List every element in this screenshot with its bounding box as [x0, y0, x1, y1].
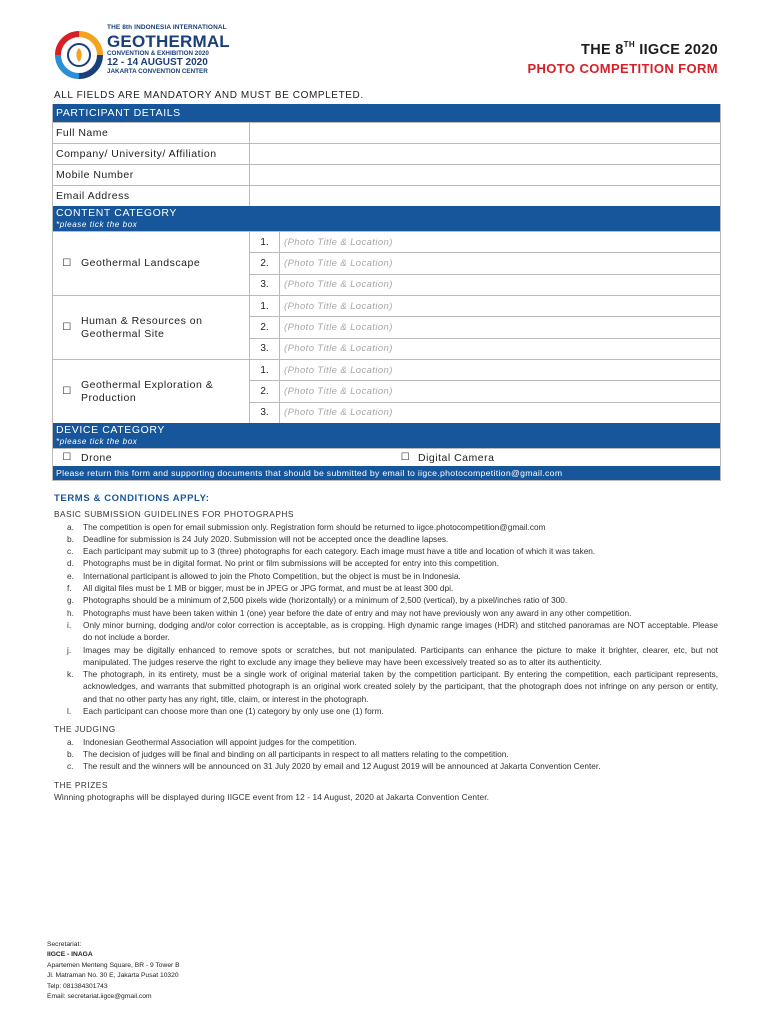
list-item-marker: j. [67, 644, 72, 655]
judging-list [54, 736, 718, 773]
logo-line2: GEOTHERMAL [107, 31, 230, 51]
checkbox-drone[interactable]: ☐ [62, 452, 72, 463]
drone-label: Drone [81, 451, 113, 464]
list-item-text: Photographs must be in digital format. No print or film submissions will be accepted for entry into this competition. [83, 558, 499, 569]
mobile-input[interactable] [250, 165, 720, 185]
category-label: Geothermal Landscape [81, 257, 201, 269]
list-item [54, 594, 718, 606]
list-item-text: International participant is allowed to join the Photo Competition, but the object is must be in Indonesia. [83, 570, 461, 581]
list-item [54, 521, 718, 533]
mandatory-note: ALL FIELDS ARE MANDATORY AND MUST BE COMPLETED. [54, 90, 364, 101]
secretariat-label: Secretariat: [47, 941, 82, 948]
photo-title-input[interactable]: (Photo Title & Location) [284, 343, 393, 355]
list-item-marker: a. [67, 521, 74, 532]
email-row [53, 185, 720, 206]
list-item-text: The photograph, in its entirety, must be a single work of original material taken by the competition participant. By entering the competition, each participant represents, acknowledges, and warrants that submitted photograph is an original work created solely by the participant, that the photograph does not infringe on any person or entity, and that no other party has any right, title, claim, or interest in the photograph. [83, 669, 718, 704]
content-category-heading [53, 206, 720, 231]
list-item-marker: c. [67, 761, 74, 772]
list-item-marker: f. [67, 583, 72, 594]
return-note: Please return this form and supporting documents that should be submitted by email to iigce.photocompetition@gmail.com [53, 466, 720, 480]
terms-heading: TERMS & CONDITIONS APPLY: [54, 493, 210, 504]
full-name-input[interactable] [250, 123, 720, 143]
list-item [54, 748, 718, 760]
list-item [54, 557, 718, 569]
list-item [54, 705, 718, 717]
participant-details-heading: PARTICIPANT DETAILS [53, 104, 720, 122]
photo-title-input[interactable]: (Photo Title & Location) [284, 407, 393, 419]
list-item-text: The result and the winners will be announced on 31 July 2020 by email and 12 August 2019 will be announced at Jakarta Convention Center. [83, 761, 601, 772]
list-item-marker: e. [67, 570, 74, 581]
photo-entry: 1. (Photo Title & Location) [250, 296, 720, 316]
list-item-text: Deadline for submission is 24 July 2020. Submission will not be accepted once the deadline lapses. [83, 533, 449, 544]
device-category-heading [53, 423, 720, 448]
secretariat-block [47, 940, 180, 1002]
photo-title-input[interactable]: (Photo Title & Location) [284, 321, 393, 333]
photo-entry: 2. (Photo Title & Location) [250, 380, 720, 401]
list-item-marker: c. [67, 546, 74, 557]
logo-line4: 12 - 14 AUGUST 2020 [107, 56, 208, 68]
device-options-row [53, 448, 720, 466]
checkbox-exploration[interactable]: ☐ [62, 386, 72, 397]
list-item [54, 607, 718, 619]
photo-entry: 3. (Photo Title & Location) [250, 402, 720, 423]
photo-entry: 3. (Photo Title & Location) [250, 338, 720, 359]
list-item-text: Indonesian Geothermal Association will appoint judges for the competition. [83, 736, 357, 747]
list-item-text: The decision of judges will be final and binding on all participants in respect to all matters relating to the competition. [83, 748, 509, 759]
list-item-marker: b. [67, 748, 74, 759]
basic-guidelines-list [54, 521, 718, 718]
photo-title-input[interactable]: (Photo Title & Location) [284, 385, 393, 397]
prizes-heading: THE PRIZES [54, 779, 108, 790]
content-category-note: *please tick the box [56, 220, 138, 229]
registration-form [52, 104, 721, 481]
photo-title-input[interactable]: (Photo Title & Location) [284, 300, 393, 312]
content-category-title: CONTENT CATEGORY [56, 207, 178, 219]
list-item-marker: l. [67, 706, 72, 717]
checkbox-human-resources[interactable]: ☐ [62, 322, 72, 333]
list-item [54, 619, 718, 644]
secretariat-phone: Telp: 081384301743 [47, 982, 108, 990]
geothermal-logo-icon [54, 30, 104, 80]
list-item [54, 533, 718, 545]
terms-section [54, 493, 718, 803]
list-item-marker: b. [67, 533, 74, 544]
page-subtitle: PHOTO COMPETITION FORM [527, 61, 718, 76]
list-item-text: The competition is open for email submission only. Registration form should be returned to iigce.photocompetition@gmail.com [83, 521, 546, 532]
list-item-marker: i. [67, 619, 72, 630]
field-label: Company/ University/ Affiliation [53, 144, 250, 164]
list-item-text: All digital files must be 1 MB or bigger, must be in JPEG or JPG format, and must be at least 300 dpi. [83, 583, 454, 594]
field-label: Full Name [53, 123, 250, 143]
category-geothermal-landscape [53, 231, 720, 295]
full-name-row [53, 122, 720, 143]
category-human-resources [53, 295, 720, 359]
list-item [54, 582, 718, 594]
digital-camera-label: Digital Camera [418, 451, 495, 464]
affiliation-row [53, 143, 720, 164]
checkbox-digital-camera[interactable]: ☐ [400, 452, 411, 463]
secretariat-address-2: Jl. Matraman No. 30 E, Jakarta Pusat 10320 [47, 972, 179, 980]
list-item [54, 668, 718, 705]
photo-entry: 2. (Photo Title & Location) [250, 252, 720, 273]
photo-entry: 1. (Photo Title & Location) [250, 232, 720, 252]
logo-line1: THE 8th INDONESIA INTERNATIONAL [107, 24, 227, 31]
photo-title-input[interactable]: (Photo Title & Location) [284, 257, 393, 269]
list-item-text: Only minor burning, dodging and/or color correction is acceptable, as is cropping. High dynamic range images (HDR) and stitched panoramas are NOT acceptable. Please do not include a border. [83, 619, 718, 643]
list-item-marker: d. [67, 558, 74, 569]
list-item [54, 570, 718, 582]
email-input[interactable] [250, 186, 720, 206]
list-item-text: Each participant can choose more than one (1) category by only use one (1) form. [83, 706, 384, 717]
photo-entry: 1. (Photo Title & Location) [250, 360, 720, 380]
field-label: Mobile Number [53, 165, 250, 185]
list-item [54, 644, 718, 669]
list-item-marker: k. [67, 669, 74, 680]
mobile-row [53, 164, 720, 185]
list-item-marker: g. [67, 595, 74, 606]
photo-title-input[interactable]: (Photo Title & Location) [284, 236, 393, 248]
basic-guidelines-heading: BASIC SUBMISSION GUIDELINES FOR PHOTOGRAPHS [54, 509, 294, 520]
category-label: Human & Resources on Geothermal Site [81, 314, 203, 340]
list-item-text: Images may be digitally enhanced to remove spots or scratches, but not manipulated. Participants can enhance the picture to make it brighter, clearer, etc, but not manipulated. The judges reserve the right to exclude any image they believe may have been excessively treated so as to alter its authenticity. [83, 644, 718, 667]
device-category-note: *please tick the box [56, 437, 138, 446]
page-title: THE 8TH IIGCE 2020 [581, 40, 718, 58]
category-label: Geothermal Exploration & Production [81, 378, 214, 404]
list-item-text: Each participant may submit up to 3 (three) photographs for each category. Each image must have a title and location of which it was taken. [83, 546, 596, 557]
judging-heading: THE JUDGING [54, 724, 116, 735]
logo-line3: CONVENTION & EXHIBITION 2020 [107, 49, 209, 57]
list-item-text: Photographs must have been taken within 1 (one) year before the date of entry and may not have previously won any award in any other competition. [83, 607, 632, 618]
prizes-text: Winning photographs will be displayed during IIGCE event from 12 - 14 August, 2020 at Jakarta Convention Center. [54, 791, 490, 802]
list-item [54, 545, 718, 557]
photo-entry: 3. (Photo Title & Location) [250, 274, 720, 295]
list-item [54, 760, 718, 772]
checkbox-landscape[interactable]: ☐ [62, 258, 72, 269]
secretariat-email[interactable]: Email: secretariat.iigce@gmail.com [47, 993, 152, 1001]
field-label: Email Address [53, 186, 250, 206]
list-item-marker: a. [67, 736, 74, 747]
device-category-title: DEVICE CATEGORY [56, 424, 165, 436]
iigce-logo [54, 24, 230, 80]
list-item-marker: h. [67, 607, 74, 618]
logo-line5: JAKARTA CONVENTION CENTER [107, 67, 208, 75]
secretariat-org: IIGCE - INAGA [47, 951, 93, 959]
secretariat-address-1: Apartemen Menteng Square, BR - 9 Tower B [47, 961, 180, 969]
photo-title-input[interactable]: (Photo Title & Location) [284, 364, 393, 376]
category-exploration-production [53, 359, 720, 423]
photo-entry: 2. (Photo Title & Location) [250, 316, 720, 337]
list-item-text: Photographs should be a minimum of 2,500 pixels wide (horizontally) or a minimum of 2,500 (vertical), by a pixel/inches ratio of 300. [83, 595, 568, 606]
list-item [54, 736, 718, 748]
photo-title-input[interactable]: (Photo Title & Location) [284, 279, 393, 291]
affiliation-input[interactable] [250, 144, 720, 164]
